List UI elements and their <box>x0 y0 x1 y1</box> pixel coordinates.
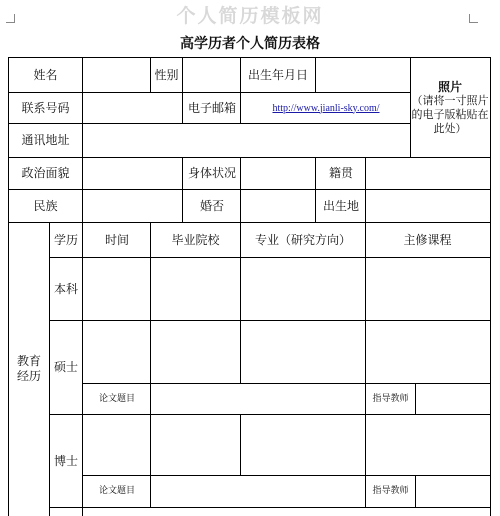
birthplace-label: 出生地 <box>322 198 359 213</box>
master-major-field[interactable] <box>240 320 366 384</box>
bachelor-label: 本科 <box>53 281 78 296</box>
marital-field[interactable] <box>241 189 316 223</box>
phd-advisor-label: 指导教师 <box>372 486 409 496</box>
header-major: 专业（研究方向） <box>254 232 351 247</box>
photo-box[interactable] <box>410 57 490 158</box>
phd-major-field[interactable] <box>240 414 366 476</box>
bachelor-major-field[interactable] <box>240 257 366 321</box>
birthplace-field[interactable] <box>366 189 490 223</box>
master-advisor-field[interactable] <box>415 383 490 415</box>
phd-time-field[interactable] <box>83 414 151 476</box>
birth-field[interactable] <box>316 57 411 93</box>
political-field[interactable] <box>83 157 183 190</box>
bachelor-courses-field[interactable] <box>365 257 490 321</box>
email-field[interactable] <box>241 92 411 124</box>
master-courses-field[interactable] <box>365 320 490 384</box>
phone-field[interactable] <box>83 92 183 124</box>
bachelor-school-field[interactable] <box>150 257 241 321</box>
native-label: 籍贯 <box>328 166 353 180</box>
name-field[interactable] <box>83 57 151 93</box>
gender-field[interactable] <box>183 57 241 93</box>
phd-courses-field[interactable] <box>365 414 490 476</box>
watermark-title: 个人简历模板网 <box>176 5 324 27</box>
health-label: 身体状况 <box>187 166 236 180</box>
marital-label: 婚否 <box>199 198 224 213</box>
name-label: 姓名 <box>33 67 58 82</box>
photo-title: 照片 <box>437 79 462 94</box>
gender-label: 性别 <box>154 67 179 82</box>
address-field[interactable] <box>83 123 411 158</box>
master-thesis-field[interactable] <box>150 383 366 415</box>
native-field[interactable] <box>366 157 490 190</box>
document-title: 高学历者个人简历表格 <box>180 36 320 52</box>
master-time-field[interactable] <box>83 320 151 384</box>
header-school: 毕业院校 <box>171 232 220 247</box>
education-section-label: 教育经历 <box>16 354 41 383</box>
header-degree: 学历 <box>53 232 78 247</box>
bachelor-time-field[interactable] <box>83 257 151 321</box>
address-label: 通讯地址 <box>21 133 70 147</box>
ethnicity-label: 民族 <box>33 198 58 213</box>
ethnicity-field[interactable] <box>83 189 183 223</box>
phd-school-field[interactable] <box>150 414 241 476</box>
email-label: 电子邮箱 <box>187 100 236 115</box>
phd-thesis-label: 论文题目 <box>98 486 135 496</box>
master-thesis-label: 论文题目 <box>98 393 135 404</box>
master-advisor-label: 指导教师 <box>372 393 409 404</box>
master-label: 硕士 <box>53 360 78 374</box>
header-courses: 主修课程 <box>403 232 452 247</box>
header-time: 时间 <box>104 232 129 247</box>
phd-thesis-field[interactable] <box>150 475 366 508</box>
health-field[interactable] <box>241 157 316 190</box>
phone-label: 联系号码 <box>21 100 70 115</box>
email-link[interactable]: http://www.jianli-sky.com/ <box>272 102 380 114</box>
phd-label: 博士 <box>53 453 78 468</box>
political-label: 政治面貌 <box>21 166 70 180</box>
birth-label: 出生年月日 <box>247 67 308 82</box>
master-school-field[interactable] <box>150 320 241 384</box>
phd-advisor-field[interactable] <box>415 475 490 508</box>
photo-note: （请将一寸照片的电子版粘贴在此处） <box>411 93 489 135</box>
